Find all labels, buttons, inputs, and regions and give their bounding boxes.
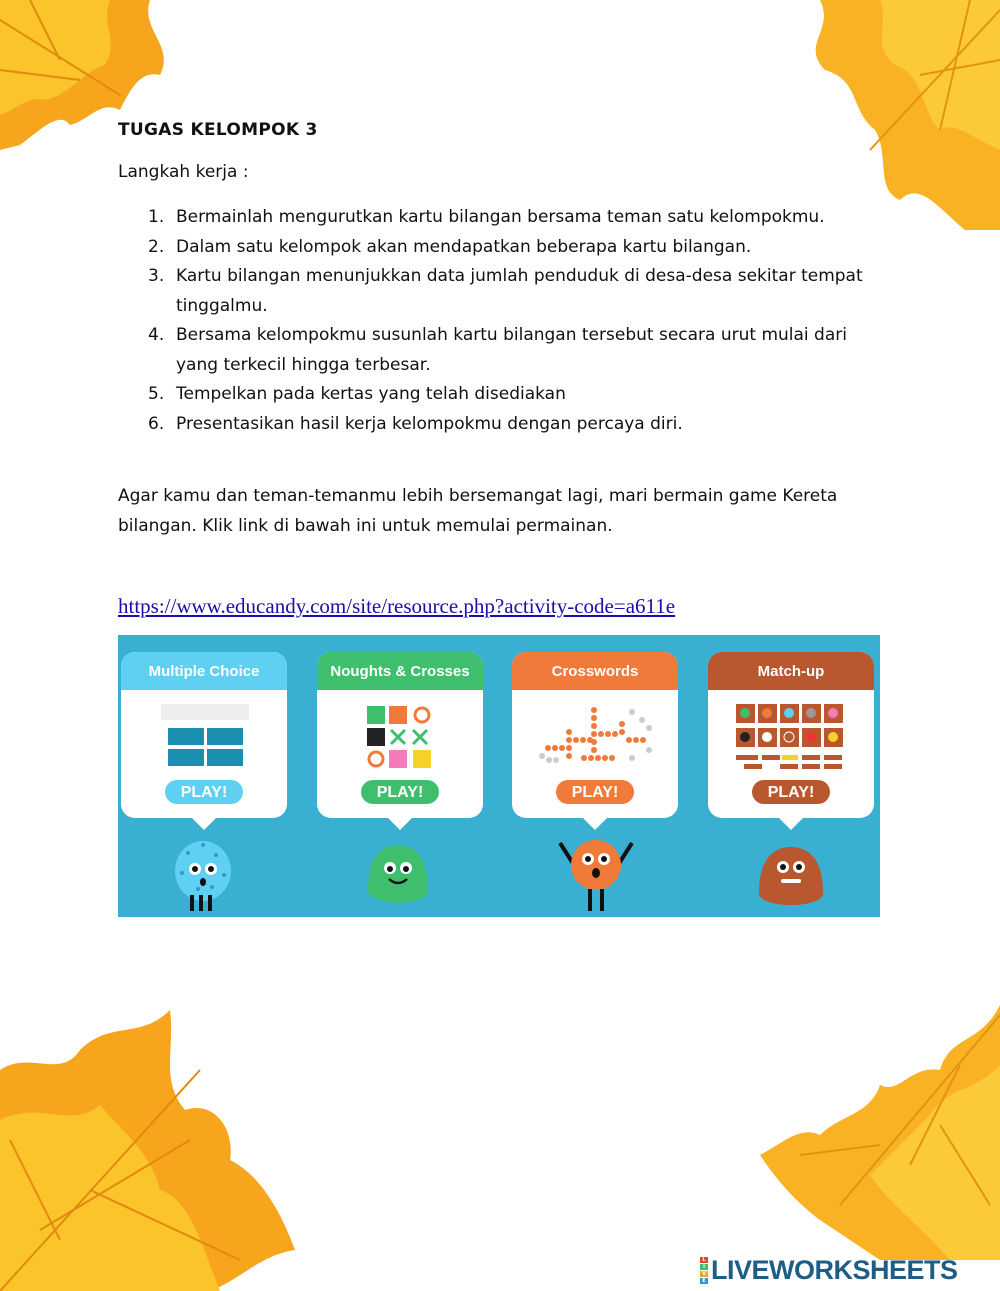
steps-list <box>148 203 888 439</box>
step-text: Dalam satu kelompok akan mendapatkan beberapa kartu bilangan. <box>176 236 752 257</box>
game-card-multiple-choice[interactable] <box>121 652 287 818</box>
intro-paragraph: Agar kamu dan teman-temanmu lebih bersemangat lagi, mari bermain game Kereta bilangan. Klik link di bawah ini untuk memulai permainan. <box>118 486 838 536</box>
step-text: Tempelkan pada kertas yang telah disediakan <box>176 384 566 404</box>
logo-letter-v: V <box>700 1271 708 1277</box>
page-title: TUGAS KELOMPOK 3 <box>118 120 318 140</box>
card-pointer <box>779 818 803 830</box>
step-number: 2. <box>148 236 165 257</box>
list-item <box>148 233 888 263</box>
list-item <box>148 262 888 321</box>
step-number: 6. <box>148 413 165 434</box>
brown-blob-mascot-icon <box>755 835 827 915</box>
step-text: Bermainlah mengurutkan kartu bilangan bersama teman satu kelompokmu. <box>176 207 825 227</box>
game-card-crosswords[interactable] <box>512 652 678 818</box>
green-blob-mascot-icon <box>363 835 433 915</box>
list-item <box>148 380 888 410</box>
noughts-crosses-preview-icon <box>317 700 483 776</box>
leaf-bottom-right-decoration <box>760 1005 1000 1260</box>
card-title: Match-up <box>708 652 874 690</box>
card-pointer <box>192 818 216 830</box>
card-title: Crosswords <box>512 652 678 690</box>
step-text: Bersama kelompokmu susunlah kartu bilangan tersebut secara urut mulai dari yang terkecil hingga terbesar. <box>176 325 847 375</box>
step-number: 5. <box>148 384 165 404</box>
step-text: Presentasikan hasil kerja kelompokmu dengan percaya diri. <box>176 413 683 434</box>
game-card-noughts-crosses[interactable] <box>317 652 483 818</box>
logo-text: LIVEWORKSHEETS <box>711 1254 958 1285</box>
play-button[interactable]: PLAY! <box>556 780 634 804</box>
step-number: 1. <box>148 207 165 227</box>
play-button[interactable]: PLAY! <box>752 780 830 804</box>
logo-letter-e: E <box>700 1278 708 1284</box>
multiple-choice-preview-icon <box>121 700 287 776</box>
logo-letter-l: L <box>700 1257 708 1263</box>
crosswords-preview-icon <box>512 700 678 776</box>
card-pointer <box>583 818 607 830</box>
logo-blocks <box>700 1257 708 1284</box>
step-text: Kartu bilangan menunjukkan data jumlah penduduk di desa-desa sekitar tempat tinggalmu. <box>176 266 863 316</box>
list-item <box>148 203 888 233</box>
list-item <box>148 410 888 440</box>
card-pointer <box>388 818 412 830</box>
orange-ball-mascot-icon <box>556 835 636 915</box>
play-button[interactable]: PLAY! <box>165 780 243 804</box>
card-title: Noughts & Crosses <box>317 652 483 690</box>
game-card-match-up[interactable] <box>708 652 874 818</box>
leaf-bottom-left-decoration <box>0 1010 300 1291</box>
play-button[interactable]: PLAY! <box>361 780 439 804</box>
steps-heading: Langkah kerja : <box>118 162 249 182</box>
list-item <box>148 321 888 380</box>
step-number: 4. <box>148 325 165 345</box>
step-number: 3. <box>148 266 165 286</box>
logo-letter-i: I <box>700 1264 708 1270</box>
educandy-banner[interactable] <box>118 635 880 917</box>
card-title: Multiple Choice <box>121 652 287 690</box>
leaf-top-right-decoration <box>780 0 1000 230</box>
leaf-top-left-decoration <box>0 0 190 170</box>
activity-link[interactable]: https://www.educandy.com/site/resource.php?activity-code=a611e <box>118 594 676 618</box>
blue-jelly-mascot-icon <box>168 835 238 915</box>
liveworksheets-logo <box>700 1255 958 1285</box>
match-up-preview-icon <box>708 700 874 776</box>
